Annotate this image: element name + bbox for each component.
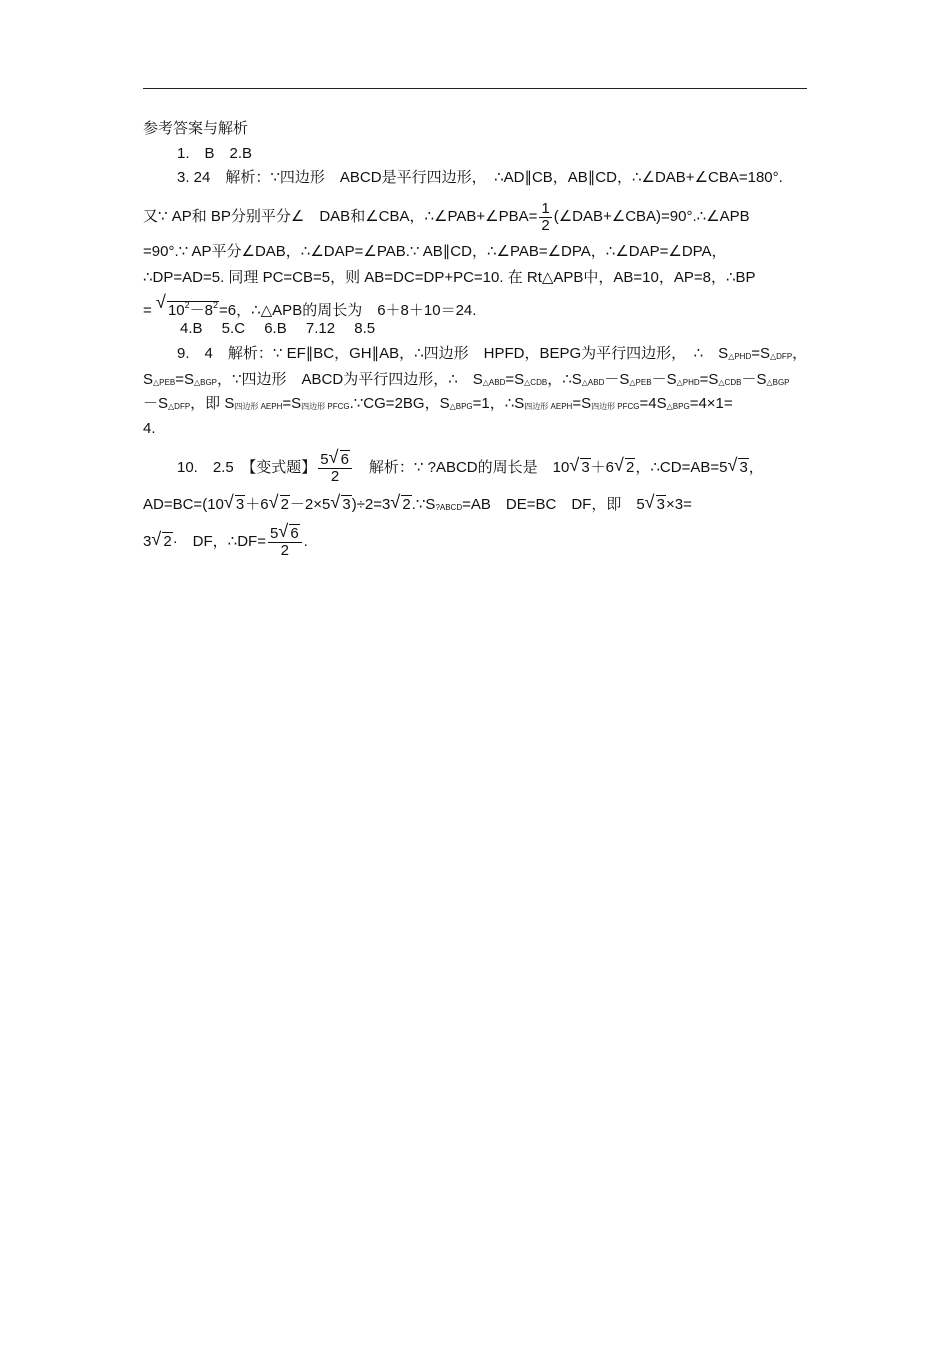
subscript: △PHD <box>728 352 752 361</box>
subscript: △PHD <box>676 378 700 387</box>
fraction-denominator: 2 <box>330 467 340 485</box>
subscript: △CDB <box>524 378 548 387</box>
subscript: 四边形 AEPH <box>234 402 283 411</box>
answer-3-line-4: ∴DP=AD=5. 同理 PC=CB=5，则 AB=DC=DP+PC=10. 在 Rt△APB中，AB=10，AP=8，∴BP <box>143 269 756 286</box>
radical-sign-icon: √ <box>155 292 166 312</box>
header-rule <box>143 88 807 89</box>
radical-sign-icon: √ <box>727 455 738 475</box>
text-segment: ， <box>748 459 764 476</box>
text-segment: ，∴S <box>547 371 582 388</box>
answer-9-line-3 <box>143 393 733 415</box>
subscript: 四边形 PFCG <box>591 402 640 411</box>
answer-10-line-3 <box>143 522 308 562</box>
text-segment: 解析：∵ ?ABCD的周长是 10 <box>353 459 570 476</box>
subscript: 四边形 PFCG <box>301 402 350 411</box>
square-root <box>569 450 590 486</box>
text-segment: ＋6 <box>245 496 269 513</box>
answer-1-2: 1. B 2.B <box>177 145 253 162</box>
radical-sign-icon: √ <box>328 446 339 467</box>
square-root <box>390 494 411 516</box>
text-segment: )÷2=3 <box>351 496 391 513</box>
subscript: △CDB <box>718 378 742 387</box>
text-segment: ， <box>792 345 808 362</box>
subscript: △BPG <box>666 402 690 411</box>
square-root <box>614 450 635 486</box>
text-segment: =6，∴△APB的周长为 6＋8＋10＝24. <box>219 302 477 319</box>
text-segment: 9. 4 解析：∵ EF∥BC，GH∥AB，∴四边形 HPFD，BEPG为平行四边形， ∴ S <box>177 345 729 362</box>
text-segment: =4×1= <box>689 395 733 412</box>
subscript: △BPG <box>449 402 473 411</box>
text-segment: =4S <box>639 395 667 412</box>
subscript: △PEB <box>629 378 652 387</box>
radicand: 6 <box>290 524 299 542</box>
radical-sign-icon: √ <box>569 455 580 475</box>
text-segment: 10. 2.5 【变式题】 <box>177 459 317 476</box>
square-root <box>269 494 290 516</box>
radical-sign-icon: √ <box>278 520 289 541</box>
subscript: △DFP <box>168 402 191 411</box>
subscript: △PEB <box>153 378 176 387</box>
text-segment: ，即 S <box>190 395 235 412</box>
square-root <box>151 522 172 562</box>
radicand: 3 <box>342 496 351 513</box>
text-segment: (∠DAB+∠CBA)=90°.∴∠APB <box>553 208 750 225</box>
radicand: 3 <box>235 496 245 513</box>
radicand: 3 <box>581 459 590 476</box>
radical-sign-icon: √ <box>614 455 624 475</box>
answer-3-line-1: 3. 24 解析：∵四边形 ABCD是平行四边形， ∴AD∥CB，AB∥CD，∴∠DAB+∠CBA=180°. <box>177 169 783 186</box>
text-segment: .∵S <box>411 496 436 513</box>
square-root <box>278 520 299 542</box>
text-segment: 3 <box>143 533 152 550</box>
answer-3-line-5 <box>143 292 477 319</box>
answer-3-line-3: =90°.∵ AP平分∠DAB，∴∠DAP=∠PAB.∵ AB∥CD，∴∠PAB=∠DPA，∴∠DAP=∠DPA， <box>143 243 727 260</box>
text-segment: =S <box>175 371 194 388</box>
radicand: 3 <box>656 496 666 513</box>
text-segment: －S <box>604 371 630 388</box>
coefficient: 5 <box>320 450 329 468</box>
radicand: 10 <box>167 302 185 319</box>
answers-heading: 参考答案与解析 <box>143 120 249 137</box>
fraction-5root6-over-2 <box>318 446 352 485</box>
text-segment: ，∵四边形 ABCD为平行四边形，∴ S <box>217 371 483 388</box>
coefficient: 5 <box>269 524 279 542</box>
text-segment: = <box>143 302 152 319</box>
text-segment: ×3= <box>666 496 692 513</box>
text-segment: =AB DE=BC DF，即 5 <box>462 496 645 513</box>
answers-4-to-8: 4.B 5.C 6.B 7.12 8.5 <box>180 320 376 337</box>
fraction-numerator: 1 <box>541 199 550 217</box>
text-segment: S <box>143 371 154 388</box>
text-segment: ，∴CD=AB=5 <box>635 459 728 476</box>
answer-10-line-2 <box>143 494 692 516</box>
square-root <box>645 494 666 516</box>
radicand: －8 <box>189 302 213 319</box>
text-segment: =S <box>699 371 719 388</box>
text-segment: =S <box>751 345 770 362</box>
answer-9-line-4: 4. <box>143 420 156 437</box>
subscript: △BGP <box>193 378 217 387</box>
text-segment: . <box>303 533 308 550</box>
fraction-numerator <box>268 520 302 543</box>
radical-sign-icon: √ <box>223 492 234 512</box>
square-root <box>330 494 351 516</box>
answer-10-line-1 <box>177 446 764 486</box>
text-segment: =S <box>572 395 592 412</box>
fraction-5root6-over-2 <box>268 520 302 559</box>
square-root <box>328 446 350 468</box>
fraction-numerator <box>318 446 352 469</box>
subscript: ?ABCD <box>435 503 463 512</box>
radical-sign-icon: √ <box>644 492 655 512</box>
text-segment: AD=BC=(10 <box>143 496 224 513</box>
text-segment: －S <box>651 371 677 388</box>
radicand: 2 <box>626 459 635 476</box>
text-segment: －S <box>741 371 767 388</box>
square-root <box>224 494 245 516</box>
answer-3-line-2 <box>143 200 750 234</box>
text-segment: －S <box>143 395 169 412</box>
subscript: △ABD <box>581 378 605 387</box>
text-segment: =1，∴S <box>472 395 525 412</box>
radicand: 2 <box>402 496 411 513</box>
text-segment: =S <box>282 395 302 412</box>
subscript: 四边形 AEPH <box>524 402 573 411</box>
radicand: 2 <box>280 496 289 513</box>
exponent: 2 <box>184 300 190 310</box>
fraction-half <box>539 201 551 234</box>
text-segment: · DF，∴DF= <box>172 533 266 550</box>
answer-9-line-2 <box>143 369 790 391</box>
square-root <box>727 450 748 486</box>
exponent: 2 <box>212 300 218 310</box>
text-segment: ＋6 <box>590 459 615 476</box>
radicand: 2 <box>163 533 172 550</box>
subscript: △ABD <box>482 378 506 387</box>
text-segment: .∵CG=2BG，S <box>349 395 450 412</box>
radical-sign-icon: √ <box>330 492 341 512</box>
radical-sign-icon: √ <box>151 529 162 549</box>
text-segment: －2×5 <box>289 496 331 513</box>
radical-sign-icon: √ <box>268 492 279 512</box>
radicand: 3 <box>739 459 748 476</box>
radicand: 6 <box>340 450 349 468</box>
fraction-denominator: 2 <box>541 216 550 234</box>
radical-sign-icon: √ <box>390 492 401 512</box>
text-segment: 又∵ AP和 BP分别平分∠ DAB和∠CBA，∴∠PAB+∠PBA= <box>143 208 538 225</box>
subscript: △BGP <box>766 378 790 387</box>
text-segment: =S <box>505 371 525 388</box>
subscript: △DFP <box>770 352 793 361</box>
fraction-denominator: 2 <box>280 541 289 559</box>
answer-9-line-1 <box>177 343 807 365</box>
